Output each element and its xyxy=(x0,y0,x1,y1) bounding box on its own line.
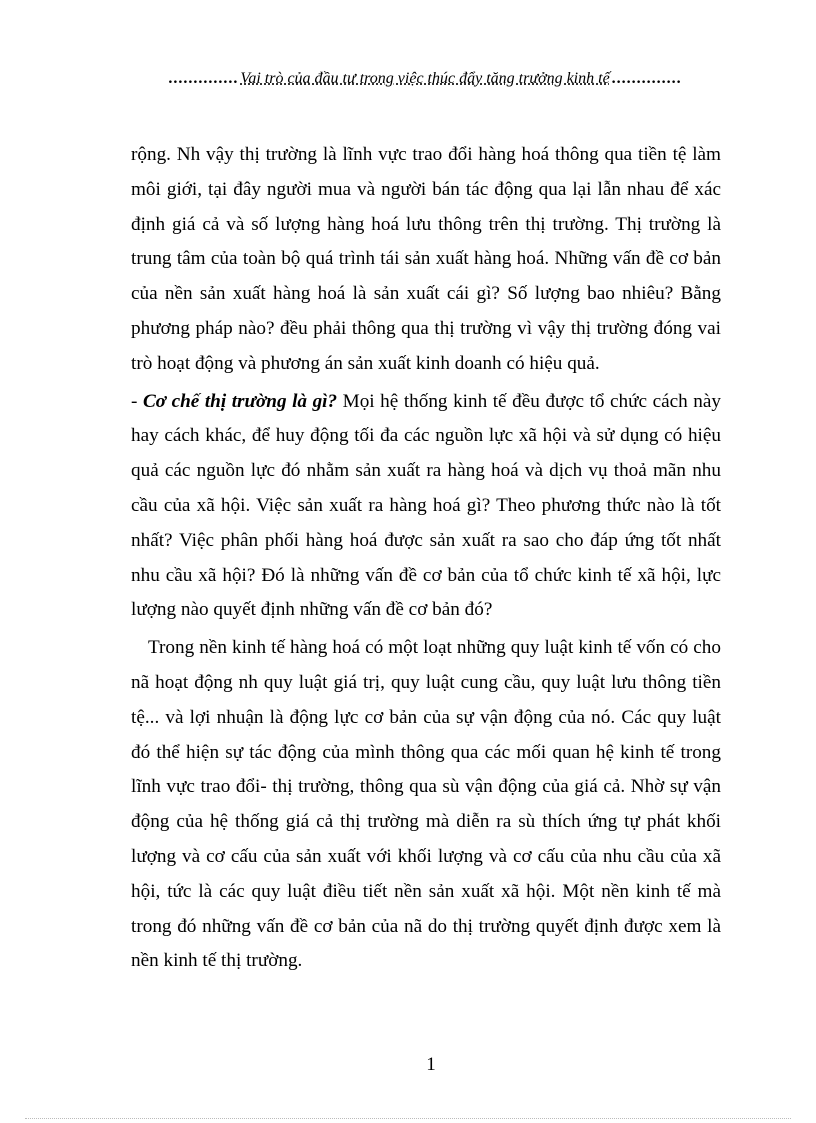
paragraph-dash: - xyxy=(131,390,143,412)
paragraph-market-mechanism xyxy=(131,385,721,629)
header-leading-dots: .............. xyxy=(168,70,239,87)
paragraph-economic-laws: Trong nền kinh tế hàng hoá có một loạt những quy luật kinh tế vốn có cho nã hoạt động nh quy luật giá trị, quy luật cung cầu, quy luật lưu thông tiền tệ... và lợi nhuận là động lực cơ bản của sự vận động của nó. Các quy luật đó thể hiện sự tác động của mình thông qua các mối quan hệ kinh tế trong lĩnh vực trao đổi- thị trường, thông qua sù vận động của giá cả. Nhờ sự vận động của hệ thống giá cả thị trường mà diễn ra sù thích ứng tự phát khối lượng và cơ cấu của sản xuất với khối lượng và cơ cấu của nhu cầu của xã hội, tức là các quy luật điều tiết nền sản xuất xã hội. Một nền kinh tế mà trong đó những vấn đề cơ bản của nã do thị trường quyết định được xem là nền kinh tế thị trường. xyxy=(131,637,721,972)
paragraph-market-mechanism-text: Mọi hệ thống kinh tế đều được tổ chức cách này hay cách khác, để huy động tối đa các nguồn lực xã hội và sử dụng có hiệu quả các nguồn lực đó nhằm sản xuất ra hàng hoá và dịch vụ thoả mãn nhu cầu của xã hội. Việc sản xuất ra hàng hoá gì? Theo phương thức nào là tốt nhất? Việc phân phối hàng hoá được sản xuất ra sao cho đáp ứng tốt nhất nhu cầu xã hội? Đó là những vấn đề cơ bản của tổ chức kinh tế xã hội, lực lượng nào quyết định những vấn đề cơ bản đó? xyxy=(131,390,721,621)
market-mechanism-term: Cơ chế thị trường là gì? xyxy=(142,390,338,412)
header-trailing-dots: .............. xyxy=(611,70,682,87)
page-number: 1 xyxy=(426,1054,436,1075)
paragraph-market-definition: rộng. Nh vậy thị trường là lĩnh vực trao đổi hàng hoá thông qua tiền tệ làm môi giới, tại đây người mua và người bán tác động qua lại lẫn nhau để xác định giá cả và số lượng hàng hoá lưu thông trên thị trường. Thị trường là trung tâm của toàn bộ quá trình tái sản xuất hàng hoá. Những vấn đề cơ bản của nền sản xuất hàng hoá là sản xuất cái gì? Số lượng bao nhiêu? Bằng phương pháp nào? đều phải thông qua thị trường vì vậy thị trường đóng vai trò hoạt động và phương án sản xuất kinh doanh có hiệu quả. xyxy=(131,144,721,374)
footer-divider xyxy=(25,1118,791,1119)
header-title: Vai trò của đầu tư trong việc thúc đẩy tăng trưởng kinh tế xyxy=(240,70,610,87)
running-header xyxy=(130,70,720,88)
document-body xyxy=(131,138,721,979)
